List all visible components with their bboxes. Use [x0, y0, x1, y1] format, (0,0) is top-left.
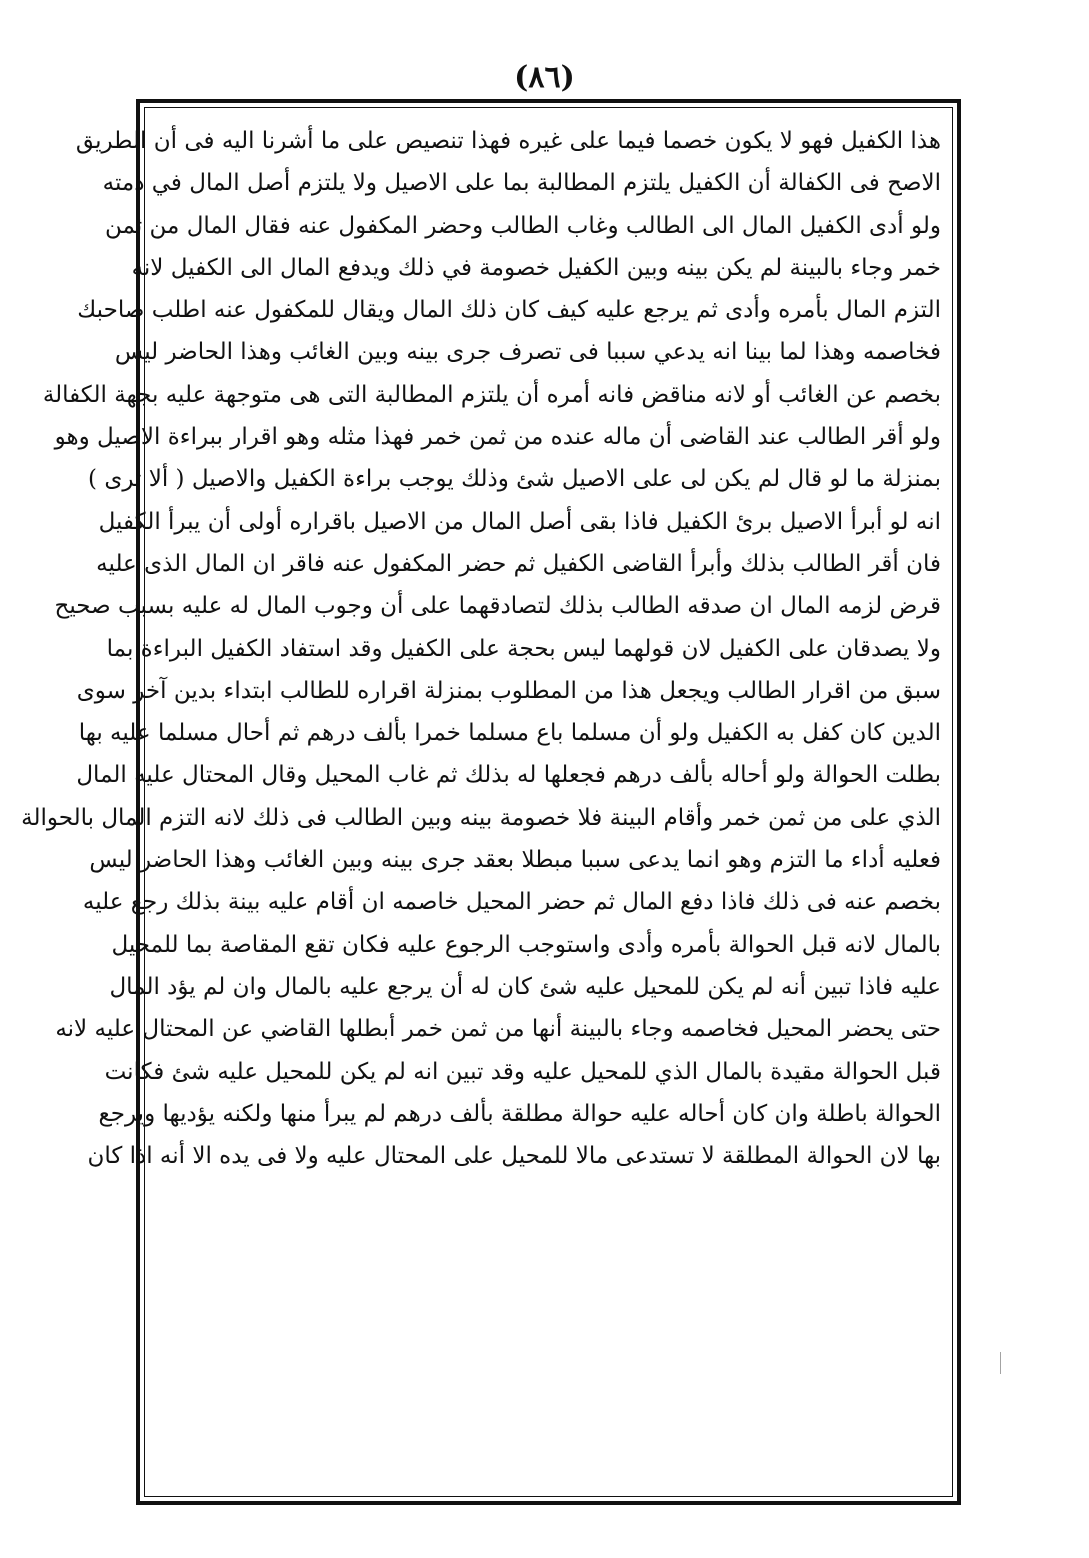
text-line: فخاصمه وهذا لما بينا انه يدعي سببا فى تصرف جرى بينه وبين الغائب وهذا الحاضر ليس	[114, 339, 941, 366]
margin-scan-mark	[1000, 1352, 1007, 1374]
page-number: (٨٦)	[514, 60, 575, 95]
text-line: الذي على من ثمن خمر وأقام البينة فلا خصومة بينه وبين الطالب فى ذلك لانه التزم المال بالحوالة	[21, 804, 941, 831]
text-line: فعليه أداء ما التزم وهو انما يدعى سببا مبطلا بعقد جرى بينه وبين الغائب وهذا الحاضر ليس	[89, 847, 941, 874]
text-line: ولو أدى الكفيل المال الى الطالب وغاب الطالب وحضر المكفول عنه فقال المال من ثمن	[105, 212, 941, 239]
text-line: حتى يحضر المحيل فخاصمه وجاء بالبينة أنها من ثمن خمر أبطلها القاضي عن المحتال عليه لانه	[55, 1016, 941, 1043]
body-text	[21, 120, 947, 1480]
text-line: انه لو أبرأ الاصيل برئ الكفيل فاذا بقى أصل المال من الاصيل باقراره أولى أن يبرأ الكفيل	[98, 508, 941, 535]
text-line: التزم المال بأمره وأدى ثم يرجع عليه كيف كان ذلك المال ويقال للمكفول عنه اطلب صاحبك	[77, 297, 941, 324]
text-line: خمر وجاء بالبينة لم يكن بينه وبين الكفيل خصومة في ذلك ويدفع المال الى الكفيل لانه	[131, 254, 941, 281]
text-line: الدين كان كفل به الكفيل ولو أن مسلما باع مسلما خمرا بألف درهم ثم أحال مسلما عليه بها	[78, 720, 941, 747]
text-line: قرض لزمه المال ان صدقه الطالب بذلك لتصادقهما على أن وجوب المال له عليه بسبب صحيح	[54, 593, 941, 620]
text-line: ولا يصدقان على الكفيل لان قولهما ليس بحجة على الكفيل وقد استفاد الكفيل البراءة بما	[106, 635, 941, 662]
text-line: بخصم عنه فى ذلك فاذا دفع المال ثم حضر المحيل خاصمه ان أقام عليه بينة بذلك رجع عليه	[82, 889, 941, 916]
text-line: بخصم عن الغائب أو لانه مناقض فانه أمره أن يلتزم المطالبة التى هى متوجهة عليه بجهة الكفالة	[42, 381, 941, 408]
text-line: بالمال لانه قبل الحوالة بأمره وأدى واستوجب الرجوع عليه فكان تقع المقاصة بما للمحيل	[111, 931, 941, 958]
text-line: الحوالة باطلة وان كان أحاله عليه حوالة مطلقة بألف درهم لم يبرأ منها ولكنه يؤديها ويرجع	[98, 1100, 941, 1127]
text-line: بمنزلة ما لو قال لم يكن لى على الاصيل شئ وذلك يوجب براءة الكفيل والاصيل ( ألا ترى )	[88, 466, 941, 493]
text-line: قبل الحوالة مقيدة بالمال الذي للمحيل عليه وقد تبين انه لم يكن للمحيل عليه شئ فكانت	[104, 1058, 941, 1085]
text-line: بطلت الحوالة ولو أحاله بألف درهم فجعلها له بذلك ثم غاب المحيل وقال المحتال عليه المال	[76, 762, 941, 789]
text-line: هذا الكفيل فهو لا يكون خصما فيما على غيره فهذا تنصيص على ما أشرنا اليه فى أن الطريق	[75, 128, 941, 154]
text-line: سبق من اقرار الطالب ويجعل هذا من المطلوب بمنزلة اقراره للطالب ابتداء بدين آخر سوى	[76, 677, 941, 704]
text-line: فان أقر الطالب بذلك وأبرأ القاضى الكفيل ثم حضر المكفول عنه فاقر ان المال الذى عليه	[96, 550, 941, 577]
text-line: الاصح فى الكفالة أن الكفيل يلتزم المطالبة بما على الاصيل ولا يلتزم أصل المال في ذمته	[102, 170, 941, 197]
text-line: عليه فاذا تبين أنه لم يكن للمحيل عليه شئ كان له أن يرجع عليه بالمال وان لم يؤد المال	[109, 973, 941, 1000]
text-line: ولو أقر الطالب عند القاضى أن ماله عنده من ثمن خمر فهذا مثله وهو اقرار ببراءة الاصيل وهو	[54, 424, 941, 451]
text-line: بها لان الحوالة المطلقة لا تستدعى مالا للمحيل على المحتال عليه ولا فى يده الا أنه اذا كان	[87, 1143, 941, 1170]
